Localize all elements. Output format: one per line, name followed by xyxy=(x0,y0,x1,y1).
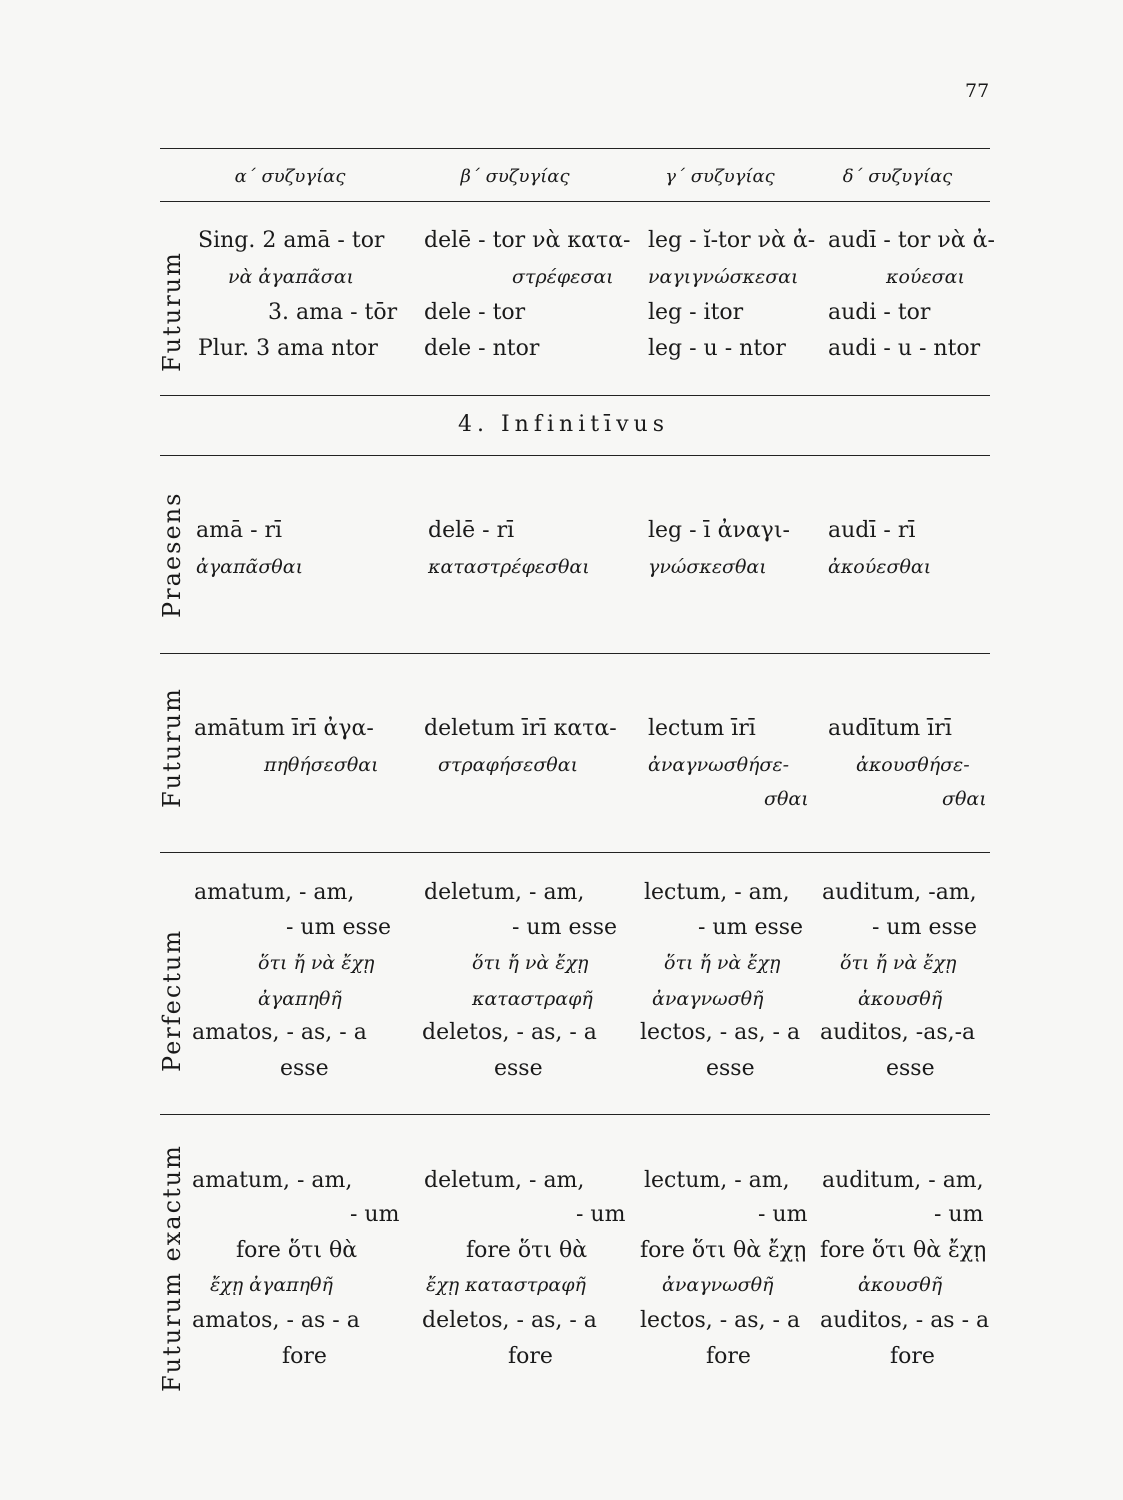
side-label-futurum-exactum: Futurum exactum xyxy=(158,1144,186,1392)
table-cell: delē - tor νὰ κατα- xyxy=(424,228,631,253)
table-cell: fore xyxy=(282,1344,327,1369)
table-cell: esse xyxy=(706,1056,755,1081)
table-cell: lectos, - as, - a xyxy=(640,1020,801,1045)
table-row xyxy=(192,1020,992,1056)
table-cell: leg - itor xyxy=(648,300,744,325)
table-cell: lectum īrī xyxy=(648,716,756,741)
table-cell: στραφήσεσθαι xyxy=(438,754,579,776)
table-cell: ἔχῃ καταστραφῆ xyxy=(426,1274,586,1296)
table-row xyxy=(192,1168,992,1204)
table-row xyxy=(192,788,992,824)
table-cell: κούεσαι xyxy=(886,266,965,288)
table-cell: ἀγαπηθῆ xyxy=(258,988,342,1010)
table-cell: leg - ī ἀναγι- xyxy=(648,518,790,543)
table-row xyxy=(192,1238,992,1274)
table-cell: amatos, - as, - a xyxy=(192,1020,367,1045)
table-cell: ἀκουσθῆ xyxy=(858,1274,943,1296)
table-cell: audī - rī xyxy=(828,518,916,543)
side-label-futurum: Futurum xyxy=(158,687,186,808)
table-row xyxy=(192,952,992,988)
table-cell: fore ὅτι θὰ ἔχῃ xyxy=(640,1238,807,1263)
table-cell: amatum, - am, xyxy=(192,1168,353,1193)
section-rule xyxy=(160,395,990,396)
table-row xyxy=(192,1056,992,1092)
table-cell: Sing. 2 amā - tor xyxy=(198,228,385,253)
table-cell: καταστραφῆ xyxy=(472,988,593,1010)
table-cell: esse xyxy=(494,1056,543,1081)
table-row xyxy=(192,988,992,1024)
table-cell: auditum, -am, xyxy=(822,880,977,905)
column-heading-3: γ΄ συζυγίας xyxy=(665,166,775,187)
side-label-futurum-passive: Futurum xyxy=(158,251,186,372)
table-cell: ἀκούεσθαι xyxy=(828,556,932,578)
table-cell: audi - u - ntor xyxy=(828,336,981,361)
section-rule xyxy=(160,1114,990,1115)
table-row xyxy=(192,336,992,372)
table-cell: dele - tor xyxy=(424,300,526,325)
table-row xyxy=(192,915,992,951)
table-cell: ὅτι ἤ νὰ ἔχῃ xyxy=(664,952,781,974)
table-cell: καταστρέφεσθαι xyxy=(428,556,590,578)
section-rule xyxy=(160,455,990,456)
table-cell: σθαι xyxy=(942,788,987,810)
table-cell: delē - rī xyxy=(428,518,515,543)
section-title-infinitivus: 4. Infinitīvus xyxy=(458,412,669,437)
table-cell: deletos, - as, - a xyxy=(422,1020,597,1045)
table-cell: fore xyxy=(508,1344,553,1369)
table-cell: fore ὅτι θὰ xyxy=(466,1238,588,1263)
table-cell: - um esse xyxy=(286,915,392,940)
table-cell: lectum, - am, xyxy=(644,1168,790,1193)
table-row xyxy=(192,556,992,592)
side-label-praesens: Praesens xyxy=(158,491,186,618)
table-cell: esse xyxy=(886,1056,935,1081)
table-cell: amatos, - as - a xyxy=(192,1308,360,1333)
table-cell: - um esse xyxy=(512,915,618,940)
column-heading-1: α΄ συζυγίας xyxy=(234,166,346,187)
table-cell: - um esse xyxy=(872,915,978,940)
table-row xyxy=(192,300,992,336)
table-row xyxy=(192,880,992,916)
table-cell: - um xyxy=(934,1202,984,1227)
table-row xyxy=(192,266,992,302)
table-cell: ὅτι ἤ νὰ ἔχῃ xyxy=(472,952,589,974)
column-heading-4: δ΄ συζυγίας xyxy=(842,166,953,187)
table-cell: fore xyxy=(890,1344,935,1369)
page-number: 77 xyxy=(965,80,990,102)
table-cell: - um xyxy=(350,1202,400,1227)
table-cell: Plur. 3 ama ntor xyxy=(198,336,378,361)
table-row xyxy=(192,1344,992,1380)
table-cell: amā - rī xyxy=(196,518,283,543)
table-cell: lectum, - am, xyxy=(644,880,790,905)
table-cell: ἀναγνωσθῆ xyxy=(652,988,764,1010)
table-row xyxy=(192,1308,992,1344)
table-cell: audītum īrī xyxy=(828,716,952,741)
table-cell: leg - ĭ-tor νὰ ἀ- xyxy=(648,228,816,253)
column-heading-2: β΄ συζυγίας xyxy=(460,166,570,187)
table-cell: amatum, - am, xyxy=(194,880,355,905)
table-cell: ἀναγνωσθήσε- xyxy=(648,754,789,776)
header-rule-top xyxy=(160,148,990,149)
table-cell: auditos, - as - a xyxy=(820,1308,990,1333)
table-cell: lectos, - as, - a xyxy=(640,1308,801,1333)
table-cell: deletum īrī κατα- xyxy=(424,716,617,741)
table-cell: auditos, -as,-a xyxy=(820,1020,976,1045)
table-cell: πηθήσεσθαι xyxy=(264,754,379,776)
table-row xyxy=(192,518,992,554)
header-rule-bottom xyxy=(160,201,990,202)
table-cell: ναγιγνώσκεσαι xyxy=(648,266,799,288)
table-row xyxy=(192,754,992,790)
table-cell: esse xyxy=(280,1056,329,1081)
table-cell: deletum, - am, xyxy=(424,1168,585,1193)
section-rule xyxy=(160,852,990,853)
table-row xyxy=(192,1274,992,1310)
table-cell: fore ὅτι θὰ xyxy=(236,1238,358,1263)
table-cell: ὅτι ἤ νὰ ἔχῃ xyxy=(258,952,375,974)
table-cell: ἀναγνωσθῆ xyxy=(662,1274,774,1296)
table-cell: - um xyxy=(576,1202,626,1227)
table-cell: deletos, - as, - a xyxy=(422,1308,597,1333)
table-cell: ἀγαπᾶσθαι xyxy=(196,556,304,578)
section-rule xyxy=(160,653,990,654)
table-cell: leg - u - ntor xyxy=(648,336,786,361)
table-cell: στρέφεσαι xyxy=(512,266,614,288)
table-cell: ἀκουσθήσε- xyxy=(856,754,970,776)
table-cell: fore ὅτι θὰ ἔχῃ xyxy=(820,1238,987,1263)
table-cell: γνώσκεσθαι xyxy=(648,556,767,578)
table-cell: auditum, - am, xyxy=(822,1168,984,1193)
table-cell: audī - tor νὰ ἀ- xyxy=(828,228,995,253)
table-row xyxy=(192,1202,992,1238)
table-row xyxy=(192,228,995,264)
table-cell: σθαι xyxy=(764,788,809,810)
table-cell: deletum, - am, xyxy=(424,880,585,905)
side-label-perfectum: Perfectum xyxy=(158,928,186,1072)
table-cell: ὅτι ἤ νὰ ἔχῃ xyxy=(840,952,957,974)
table-cell: ἔχῃ ἀγαπηθῆ xyxy=(210,1274,333,1296)
table-cell: dele - ntor xyxy=(424,336,540,361)
table-cell: - um esse xyxy=(698,915,804,940)
table-cell: 3. ama - tōr xyxy=(268,300,398,325)
table-cell: amātum īrī ἀγα- xyxy=(194,716,374,741)
table-cell: audi - tor xyxy=(828,300,931,325)
table-cell: νὰ ἀγαπᾶσαι xyxy=(228,266,355,288)
table-cell: ἀκουσθῆ xyxy=(858,988,943,1010)
table-cell: fore xyxy=(706,1344,751,1369)
table-row xyxy=(192,716,992,752)
table-cell: - um xyxy=(758,1202,808,1227)
